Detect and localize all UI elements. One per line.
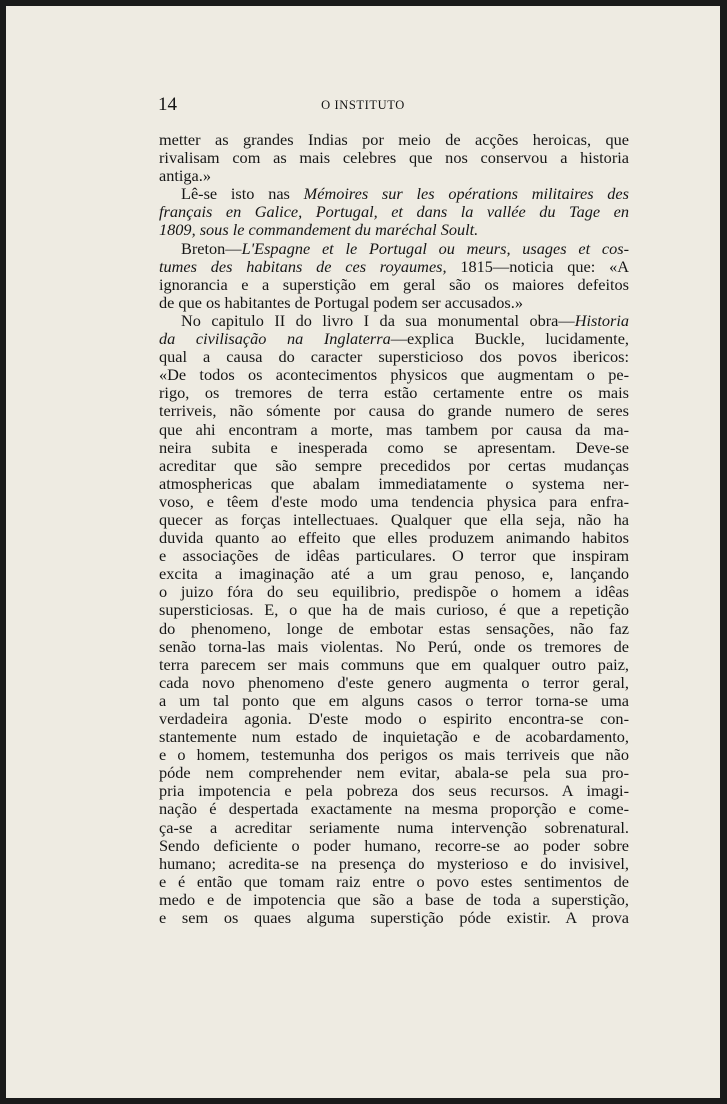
- running-title: O INSTITUTO: [321, 98, 405, 112]
- text-line: [159, 710, 629, 728]
- text-run: senão torna-las mais violentas. No Perú, onde os tremores de: [159, 636, 629, 656]
- text-run: humano; acredita-se na presença do mysterioso e do invisivel,: [159, 853, 629, 873]
- text-line: [159, 131, 629, 149]
- italic-text: tumes des habitans de ces royaumes,: [159, 256, 447, 276]
- text-line: [159, 167, 629, 185]
- text-line: [159, 312, 629, 330]
- text-run: qual a causa do caracter supersticioso dos povos ibericos:: [159, 347, 629, 367]
- text-line: [159, 638, 629, 656]
- text-line: [159, 529, 629, 547]
- text-run: antiga.»: [159, 166, 211, 186]
- text-line: [159, 384, 629, 402]
- text-run: pria impotencia e pela pobreza dos seus recursos. A imagi-: [159, 781, 629, 801]
- text-line: [159, 909, 629, 927]
- text-run: Sendo deficiente o poder humano, recorre-se ao poder sobre: [159, 835, 629, 855]
- text-line: [159, 565, 629, 583]
- text-run: cada novo phenomeno d'este genero augmenta o terror geral,: [159, 672, 629, 692]
- text-run: verdadeira agonia. D'este modo o espirito encontra-se con-: [159, 709, 629, 728]
- text-run: que ahi encontram a morte, mas tambem por causa da ma-: [159, 419, 629, 439]
- text-run: acreditar que são sempre precedidos por certas mudanças: [159, 455, 629, 475]
- text-line: [159, 746, 629, 764]
- text-line: [159, 475, 629, 493]
- text-run: voso, e têem d'este modo uma tendencia physica para enfra-: [159, 491, 629, 511]
- text-run: 1815—noticia que: «A: [446, 256, 629, 276]
- text-line: [159, 421, 629, 439]
- text-run: e associações de idêas particulares. O terror que inspiram: [159, 546, 629, 566]
- text-line: [159, 601, 629, 619]
- text-line: [159, 240, 629, 258]
- text-line: [159, 258, 629, 276]
- italic-text: Mémoires sur les opérations militaires des: [303, 184, 629, 204]
- text-run: do phenomeno, longe de embotar estas sensações, não faz: [159, 618, 629, 638]
- text-line: [159, 656, 629, 674]
- text-run: —explica Buckle, lucidamente,: [390, 329, 630, 349]
- text-line: [159, 493, 629, 511]
- text-run: ignorancia e a superstição em geral são os maiores defeitos: [159, 274, 629, 294]
- text-run: terra parecem ser mais communs que em qualquer outro paiz,: [159, 654, 629, 674]
- text-run: quecer as forças intellectuaes. Qualquer que ella seja, não ha: [159, 509, 629, 529]
- italic-text: Historia: [574, 310, 629, 330]
- italic-text: 1809, sous le commandement du maréchal Soult.: [159, 220, 479, 240]
- text-line: [159, 782, 629, 800]
- text-run: excita a imaginação até a um grau penoso, e, lançando: [159, 564, 629, 584]
- text-run: rigo, os tremores de terra estão certamente entre os mais: [159, 383, 629, 403]
- body-text: [159, 131, 629, 927]
- text-line: [159, 800, 629, 818]
- text-line: [159, 819, 629, 837]
- text-line: [159, 348, 629, 366]
- text-run: ça-se a acreditar seriamente numa intervenção sobrenatural.: [159, 817, 629, 837]
- text-run: stantemente num estado de inquietação e de acobardamento,: [159, 727, 629, 747]
- text-line: [159, 203, 629, 221]
- text-line: [159, 149, 629, 167]
- italic-text: da civilisação na Inglaterra: [159, 329, 391, 349]
- text-run: e é então que tomam raiz entre o povo estes sentimentos de: [159, 871, 629, 891]
- page-number: 14: [158, 94, 177, 115]
- text-run: neira subita e inesperada como se apresentam. Deve-se: [159, 437, 629, 457]
- text-run: metter as grandes Indias por meio de acções heroicas, que: [159, 130, 629, 149]
- text-line: [159, 457, 629, 475]
- text-line: [159, 855, 629, 873]
- text-line: [159, 294, 629, 312]
- text-run: «De todos os acontecimentos physicos que augmentam o pe-: [159, 365, 629, 385]
- text-line: [159, 837, 629, 855]
- text-line: [159, 221, 629, 239]
- text-line: [159, 583, 629, 601]
- italic-text: L'Espagne et le Portugal ou meurs, usages et cos-: [241, 238, 629, 258]
- text-run: No capitulo II do livro I da sua monumental obra—: [181, 310, 575, 330]
- text-line: [159, 366, 629, 384]
- text-line: [159, 873, 629, 891]
- text-line: [159, 547, 629, 565]
- text-line: [159, 402, 629, 420]
- text-run: duvida quanto ao effeito que elles produzem animando habitos: [159, 528, 629, 548]
- text-run: supersticiosas. E, o que ha de mais curioso, é que a repetição: [159, 600, 629, 620]
- text-line: [159, 330, 629, 348]
- text-line: [159, 185, 629, 203]
- text-line: [159, 692, 629, 710]
- text-run: Breton—: [181, 238, 242, 258]
- text-run: e sem os quaes alguma superstição póde existir. A prova: [159, 908, 629, 928]
- text-run: nação é despertada exactamente na mesma proporção e come-: [159, 799, 629, 819]
- text-line: [159, 620, 629, 638]
- page-header: [6, 94, 720, 118]
- text-line: [159, 764, 629, 782]
- text-run: terriveis, não sómente por causa do grande numero de seres: [159, 401, 629, 421]
- text-run: o juizo fóra do seu equilibrio, predispõe o homem a idêas: [159, 582, 629, 602]
- text-line: [159, 276, 629, 294]
- text-run: e o homem, testemunha dos perigos os mais terriveis que não: [159, 745, 629, 765]
- text-line: [159, 439, 629, 457]
- italic-text: français en Galice, Portugal, et dans la vallée du Tage en: [159, 202, 629, 222]
- text-line: [159, 511, 629, 529]
- text-line: [159, 674, 629, 692]
- text-run: rivalisam com as mais celebres que nos conservou a historia: [159, 148, 629, 168]
- text-run: Lê-se isto nas: [181, 184, 304, 204]
- text-run: póde nem comprehender nem evitar, abala-se pela sua pro-: [159, 763, 629, 783]
- text-run: de que os habitantes de Portugal podem ser accusados.»: [159, 292, 523, 312]
- text-run: medo e de impotencia que são a base de toda a superstição,: [159, 889, 629, 909]
- text-line: [159, 891, 629, 909]
- text-run: a um tal ponto que em alguns casos o terror torna-se uma: [159, 690, 629, 710]
- book-page: [6, 6, 720, 1098]
- text-line: [159, 728, 629, 746]
- text-run: atmosphericas que abalam immediatamente o systema ner-: [159, 473, 629, 493]
